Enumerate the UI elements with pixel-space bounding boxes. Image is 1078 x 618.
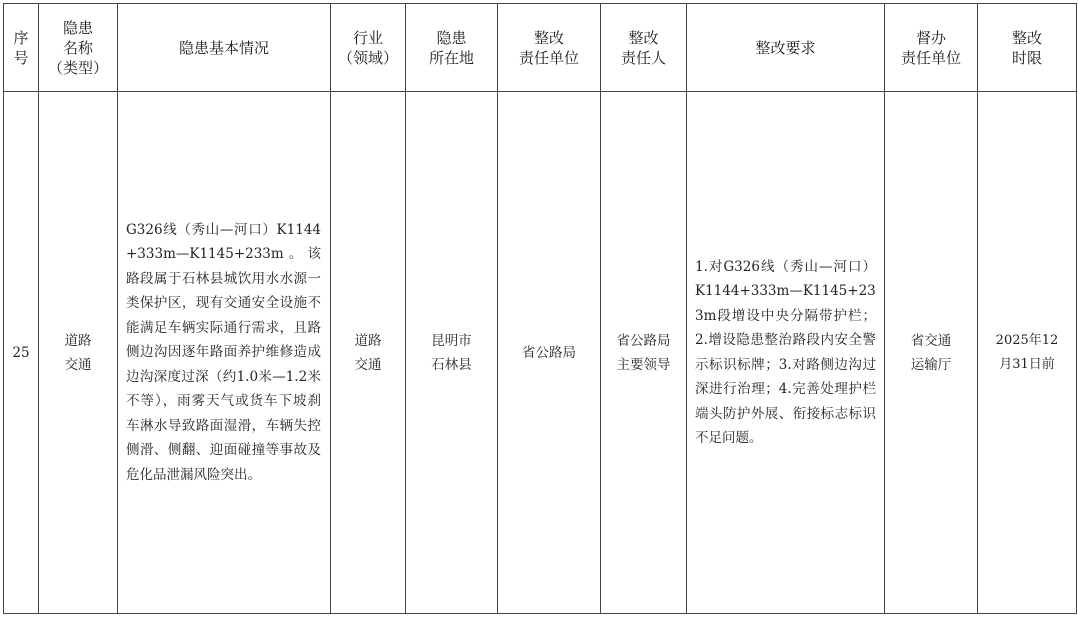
header-text: 序	[13, 28, 29, 47]
header-text: 号	[13, 48, 29, 67]
header-seq	[4, 4, 39, 92]
header-industry	[331, 4, 406, 92]
cell-requirements	[687, 92, 885, 614]
header-responsible-unit	[498, 4, 601, 92]
header-row	[4, 4, 1077, 92]
cell-seq	[4, 92, 39, 614]
responsible-unit-value: 省公路局	[522, 344, 576, 361]
header-text: 整改	[1011, 28, 1042, 47]
supervising-unit-line: 运输厅	[910, 356, 952, 373]
header-text: （类型）	[47, 58, 108, 77]
header-text: 名称	[62, 38, 93, 57]
location-line: 石林县	[431, 356, 472, 373]
header-text: 时限	[1011, 48, 1042, 67]
cell-responsible-person	[601, 92, 687, 614]
cell-deadline	[978, 92, 1077, 614]
supervising-unit-line: 省交通	[910, 332, 952, 349]
header-text: 整改	[628, 28, 659, 47]
header-responsible-person	[601, 4, 687, 92]
header-text: 责任人	[620, 48, 666, 67]
description-text: G326线（秀山—河口）K1144+333m—K1145+233m。该路段属于石林县城饮用水水源一类保护区，现有交通安全设施不能满足车辆实际通行需求，且路侧边沟因逐年路面养护维修造成边沟深度过深（约1.0米—1.2米不等），雨雾天气或货车下坡刹车淋水导致路面湿滑，车辆失控侧滑、侧翻、迎面碰撞等事故及危化品泄漏风险突出。	[126, 221, 321, 483]
deadline-line: 2025年12	[995, 332, 1059, 348]
name-line: 交通	[64, 356, 92, 373]
header-description	[118, 4, 331, 92]
deadline-line: 月31日前	[999, 356, 1055, 372]
header-supervising-unit	[885, 4, 978, 92]
industry-line: 道路	[354, 332, 382, 349]
header-text: 整改	[533, 28, 564, 47]
header-name	[39, 4, 118, 92]
header-text: 行业	[352, 28, 383, 47]
header-location	[406, 4, 498, 92]
header-text: 隐患	[62, 18, 93, 37]
cell-location	[406, 92, 498, 614]
name-line: 道路	[64, 332, 92, 349]
header-requirements	[687, 4, 885, 92]
cell-industry	[331, 92, 406, 614]
responsible-person-line: 主要领导	[616, 356, 671, 373]
header-text: 责任单位	[900, 48, 961, 67]
header-text: 所在地	[428, 48, 474, 67]
header-text: 隐患基本情况	[178, 38, 269, 57]
cell-responsible-unit	[498, 92, 601, 614]
responsible-person-line: 省公路局	[616, 332, 671, 349]
seq-value: 25	[12, 344, 30, 361]
cell-supervising-unit	[885, 92, 978, 614]
cell-description	[118, 92, 331, 614]
header-text: 督办	[915, 28, 946, 47]
header-text: 隐患	[436, 28, 467, 47]
industry-line: 交通	[354, 356, 382, 373]
header-deadline	[978, 4, 1077, 92]
header-text: 责任单位	[518, 48, 579, 67]
header-text: 整改要求	[755, 38, 816, 57]
requirements-text: 1.对G326线（秀山—河口）K1144+333m—K1145+233m段增设中央分隔带护栏；2.增设隐患整治路段内安全警示标识标牌；3.对路侧边沟过深进行治理；4.完善处理护栏端头防护外展、衔接标志标识不足问题。	[695, 258, 876, 446]
hazard-table	[3, 3, 1077, 614]
table-row	[4, 92, 1077, 614]
cell-name	[39, 92, 118, 614]
location-line: 昆明市	[431, 332, 472, 349]
header-text: （领域）	[337, 48, 398, 67]
